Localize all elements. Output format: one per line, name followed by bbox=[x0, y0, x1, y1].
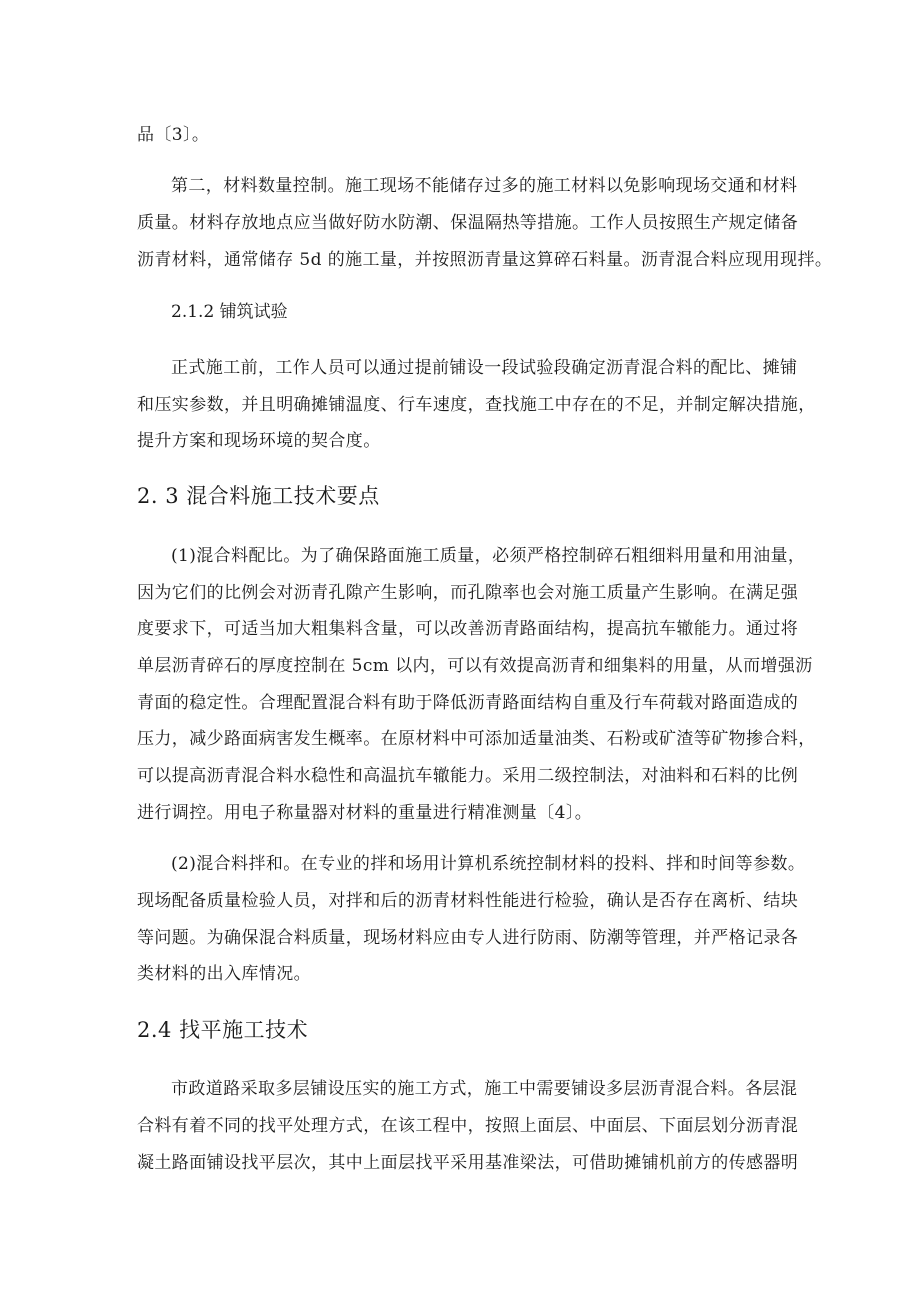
paragraph-line: 因为它们的比例会对沥青孔隙产生影响，而孔隙率也会对施工质量产生影响。在满足强 bbox=[137, 583, 799, 603]
paragraph-line: 度要求下，可适当加大粗集料含量，可以改善沥青路面结构，提高抗车辙能力。通过将 bbox=[137, 619, 799, 639]
paragraph-line: 压力，减少路面病害发生概率。在原材料中可添加适量油类、石粉或矿渣等矿物掺合料， bbox=[137, 729, 816, 749]
paragraph-line: 市政道路采取多层铺设压实的施工方式，施工中需要铺设多层沥青混合料。各层混 bbox=[171, 1079, 798, 1099]
paragraph-line: 可以提高沥青混合料水稳性和高温抗车辙能力。采用二级控制法，对油料和石料的比例 bbox=[137, 766, 799, 786]
section-heading-2-1-2: 2.1.2 铺筑试验 bbox=[171, 302, 288, 322]
fragment-line: 品〔3〕。 bbox=[137, 125, 210, 145]
section-heading-2-4: 2.4 找平施工技术 bbox=[137, 1018, 309, 1042]
paragraph-line: 第二，材料数量控制。施工现场不能储存过多的施工材料以免影响现场交通和材料 bbox=[171, 176, 798, 196]
section-heading-2-3: 2. 3 混合料施工技术要点 bbox=[137, 484, 380, 508]
paragraph-line: (1)混合料配比。为了确保路面施工质量，必须严格控制碎石粗细料用量和用油量， bbox=[171, 546, 806, 566]
paragraph-line: 和压实参数，并且明确摊铺温度、行车速度，查找施工中存在的不足，并制定解决措施， bbox=[137, 395, 816, 415]
paragraph-line: 等问题。为确保混合料质量，现场材料应由专人进行防雨、防潮等管理，并严格记录各 bbox=[137, 928, 799, 948]
paragraph-line: 质量。材料存放地点应当做好防水防潮、保温隔热等措施。工作人员按照生产规定储备 bbox=[137, 213, 799, 233]
paragraph-line: 合料有着不同的找平处理方式，在该工程中，按照上面层、中面层、下面层划分沥青混 bbox=[137, 1116, 799, 1136]
paragraph-line: 凝土路面铺设找平层次，其中上面层找平采用基准梁法，可借助摊铺机前方的传感器明 bbox=[137, 1153, 799, 1173]
paragraph-line: 提升方案和现场环境的契合度。 bbox=[137, 431, 381, 451]
paragraph-line: 单层沥青碎石的厚度控制在 5cm 以内，可以有效提高沥青和细集料的用量，从而增强沥 bbox=[137, 656, 813, 676]
paragraph-line: 进行调控。用电子称量器对材料的重量进行精准测量〔4〕。 bbox=[137, 803, 593, 823]
paragraph-line: 正式施工前，工作人员可以通过提前铺设一段试验段确定沥青混合料的配比、摊铺 bbox=[171, 358, 798, 378]
paragraph-line: 青面的稳定性。合理配置混合料有助于降低沥青路面结构自重及行车荷载对路面造成的 bbox=[137, 693, 799, 713]
paragraph-line: 现场配备质量检验人员，对拌和后的沥青材料性能进行检验，确认是否存在离析、结块 bbox=[137, 891, 799, 911]
paragraph-line: 沥青材料，通常储存 5d 的施工量，并按照沥青量这算碎石料量。沥青混合料应现用现拌。 bbox=[137, 250, 833, 270]
paragraph-line: (2)混合料拌和。在专业的拌和场用计算机系统控制材料的投料、拌和时间等参数。 bbox=[171, 854, 806, 874]
paragraph-line: 类材料的出入库情况。 bbox=[137, 964, 311, 984]
